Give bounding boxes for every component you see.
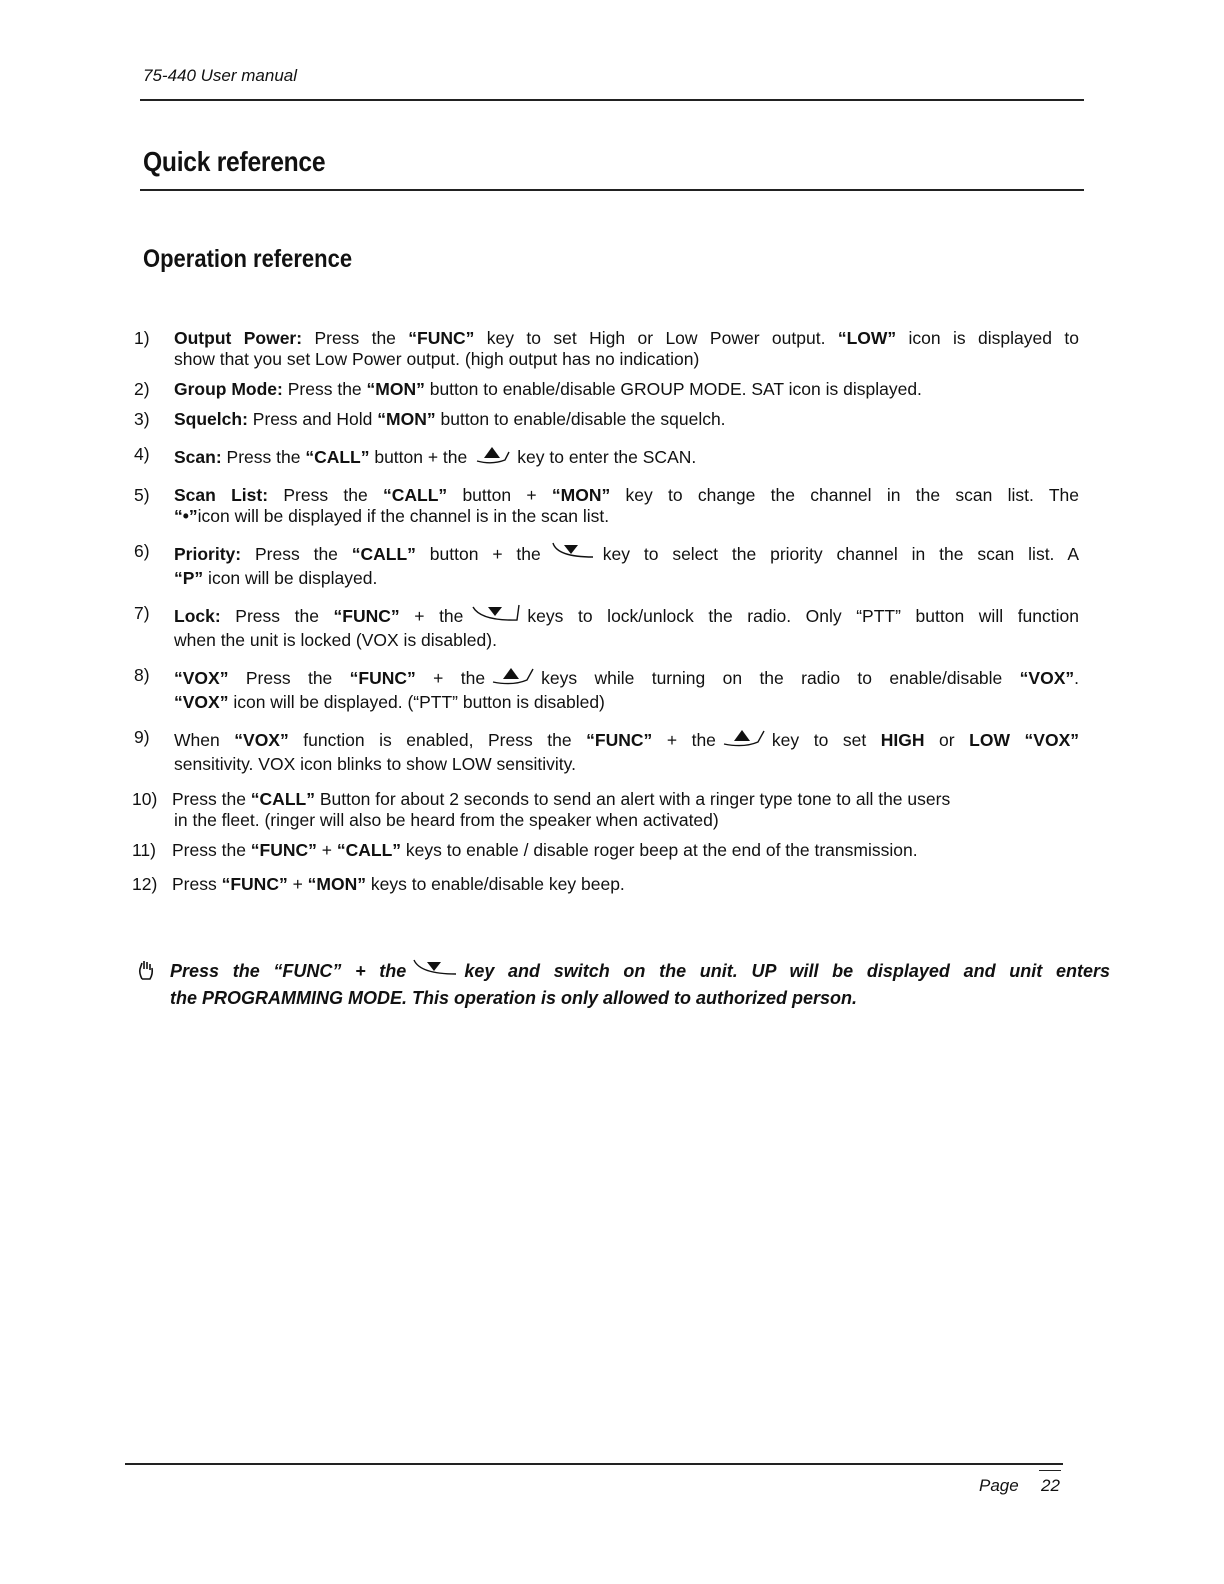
item-line	[174, 409, 1079, 430]
key-name: “VOX”	[1019, 668, 1075, 688]
page-number-overline	[1039, 1470, 1061, 1471]
item-label: Priority:	[174, 544, 242, 564]
item-text: Press the	[172, 789, 251, 809]
key-name: “MON”	[366, 379, 425, 399]
item-text: keys while turning on the radio to enable/disable	[541, 668, 1020, 688]
item-text: Press and Hold	[247, 409, 378, 429]
item-text: icon is displayed to	[896, 328, 1079, 348]
item-line	[174, 568, 1079, 589]
item-line	[174, 328, 1079, 349]
item-text: button to enable/disable GROUP MODE. SAT icon is displayed.	[424, 379, 922, 399]
list-item	[134, 874, 1079, 895]
list-item	[134, 541, 1079, 589]
item-number: 11)	[132, 840, 156, 860]
item-number: 6)	[134, 541, 150, 561]
item-number: 12)	[132, 874, 158, 894]
item-line	[172, 840, 1079, 861]
key-name: “VOX”	[234, 730, 289, 750]
item-text: key to change the channel in the scan list. The	[610, 485, 1079, 505]
key-name: “FUNC”	[408, 328, 475, 348]
item-text: Press the	[172, 840, 251, 860]
item-text: +	[287, 874, 308, 894]
section-heading: Operation reference	[143, 245, 353, 273]
key-name: “VOX”	[174, 692, 229, 712]
item-number: 3)	[134, 409, 150, 429]
item-text: keys to enable / disable roger beep at the end of the transmission.	[401, 840, 918, 860]
note-line: the PROGRAMMING MODE. This operation is only allowed to authorized person.	[170, 988, 858, 1008]
note-text: Press the “FUNC” + the	[170, 961, 407, 981]
note-line	[170, 958, 1110, 986]
header-rule	[140, 99, 1084, 101]
item-label: “VOX”	[174, 668, 229, 688]
item-line: when the unit is locked (VOX is disabled).	[174, 630, 497, 650]
up-arrow-key-icon	[473, 444, 511, 471]
key-name: “FUNC”	[349, 668, 416, 688]
key-name: “CALL”	[351, 544, 416, 564]
up-arrow-key-icon	[722, 727, 766, 754]
key-name: HIGH	[880, 730, 925, 750]
programming-mode-note	[134, 958, 1110, 1010]
item-label: Scan:	[174, 447, 222, 467]
item-label: Output Power:	[174, 328, 303, 348]
item-line	[174, 541, 1079, 568]
key-name: “FUNC”	[250, 840, 317, 860]
list-item	[134, 727, 1079, 775]
key-name: “FUNC”	[586, 730, 653, 750]
item-text: or	[924, 730, 970, 750]
item-text: keys to enable/disable key beep.	[366, 874, 625, 894]
item-line	[172, 874, 1079, 895]
list-item	[134, 603, 1079, 651]
item-text: Press the	[282, 379, 367, 399]
item-text: Press the	[241, 544, 352, 564]
item-number: 9)	[134, 727, 150, 747]
item-number: 8)	[134, 665, 150, 685]
item-text: icon will be displayed.	[203, 568, 378, 588]
item-line	[174, 444, 1079, 471]
item-text: Press the	[228, 668, 350, 688]
running-header: 75-440 User manual	[143, 66, 298, 85]
item-text: button + the	[415, 544, 541, 564]
item-text: + the	[399, 606, 464, 626]
key-name: “LOW”	[837, 328, 897, 348]
item-label: Group Mode:	[174, 379, 283, 399]
footer-rule	[125, 1463, 1063, 1465]
item-text: keys to lock/unlock the radio. Only “PTT” button will function	[527, 606, 1079, 626]
hand-pointer-icon	[136, 959, 156, 987]
item-number: 4)	[134, 444, 150, 464]
item-text: + the	[415, 668, 486, 688]
item-text: key to set	[771, 730, 881, 750]
page-label: Page	[979, 1476, 1019, 1495]
item-line: in the fleet. (ringer will also be heard from the speaker when activated)	[174, 810, 719, 830]
page-title: Quick reference	[143, 146, 326, 177]
item-line	[174, 692, 1079, 713]
key-name: LOW	[969, 730, 1010, 750]
item-line	[172, 789, 1079, 810]
item-line	[174, 485, 1079, 506]
down-arrow-key-icon	[412, 958, 458, 986]
key-name: “P”	[174, 568, 204, 588]
list-item	[134, 840, 1079, 861]
item-line: sensitivity. VOX icon blinks to show LOW sensitivity.	[174, 754, 576, 774]
item-text: button +	[447, 485, 552, 505]
key-name: “VOX”	[1009, 730, 1079, 750]
item-line: show that you set Low Power output. (high output has no indication)	[174, 349, 700, 369]
item-line	[174, 603, 1079, 630]
item-text: Button for about 2 seconds to send an alert with a ringer type tone to all the users	[314, 789, 951, 809]
key-name: “CALL”	[305, 447, 370, 467]
item-line	[174, 727, 1079, 754]
list-item	[134, 485, 1079, 527]
item-text: When	[174, 730, 235, 750]
item-text: function is enabled, Press the	[288, 730, 587, 750]
item-text: key to select the priority channel in the scan list. A	[602, 544, 1079, 564]
list-item	[134, 379, 1079, 400]
key-name: “MON”	[377, 409, 436, 429]
key-name: “CALL”	[336, 840, 402, 860]
item-line	[174, 506, 1079, 527]
list-item	[134, 665, 1079, 713]
list-item	[134, 444, 1079, 471]
item-number: 2)	[134, 379, 150, 399]
key-name: “CALL”	[250, 789, 315, 809]
item-text: key to set High or Low Power output.	[474, 328, 838, 348]
item-text: Press the	[268, 485, 383, 505]
list-item	[134, 789, 1079, 831]
item-text: .	[1074, 668, 1079, 688]
item-label: Lock:	[174, 606, 221, 626]
key-name: “CALL”	[383, 485, 448, 505]
item-line	[174, 665, 1079, 692]
title-rule	[140, 189, 1084, 191]
item-text: Press the	[220, 606, 334, 626]
item-text: Press	[172, 874, 222, 894]
item-text: Press the	[302, 328, 409, 348]
up-arrow-key-icon	[491, 665, 535, 692]
item-number: 1)	[134, 328, 150, 348]
item-number: 7)	[134, 603, 150, 623]
key-name: “FUNC”	[333, 606, 400, 626]
note-text: key and switch on the unit. UP will be displayed and unit enters	[464, 961, 1110, 981]
item-text: icon will be displayed. (“PTT” button is disabled)	[228, 692, 605, 712]
key-name: “FUNC”	[221, 874, 288, 894]
item-text: +	[316, 840, 337, 860]
item-text: icon will be displayed if the channel is in the scan list.	[197, 506, 610, 526]
item-line	[174, 379, 1079, 400]
down-arrow-key-icon	[547, 541, 597, 568]
key-name: “MON”	[551, 485, 611, 505]
list-item	[134, 328, 1079, 370]
list-item	[134, 409, 1079, 430]
item-number: 10)	[132, 789, 158, 809]
item-text: button to enable/disable the squelch.	[435, 409, 726, 429]
item-label: Squelch:	[174, 409, 248, 429]
item-number: 5)	[134, 485, 150, 505]
key-name: “MON”	[307, 874, 366, 894]
item-label: Scan List:	[174, 485, 269, 505]
item-text: key to enter the SCAN.	[517, 447, 697, 467]
operation-list	[134, 328, 1079, 895]
item-text: button + the	[369, 447, 468, 467]
key-name: “•”	[174, 506, 198, 526]
page-number: 22	[1041, 1476, 1060, 1495]
item-text: Press the	[221, 447, 306, 467]
down-arrow-key-icon	[469, 603, 521, 630]
item-text: + the	[652, 730, 716, 750]
